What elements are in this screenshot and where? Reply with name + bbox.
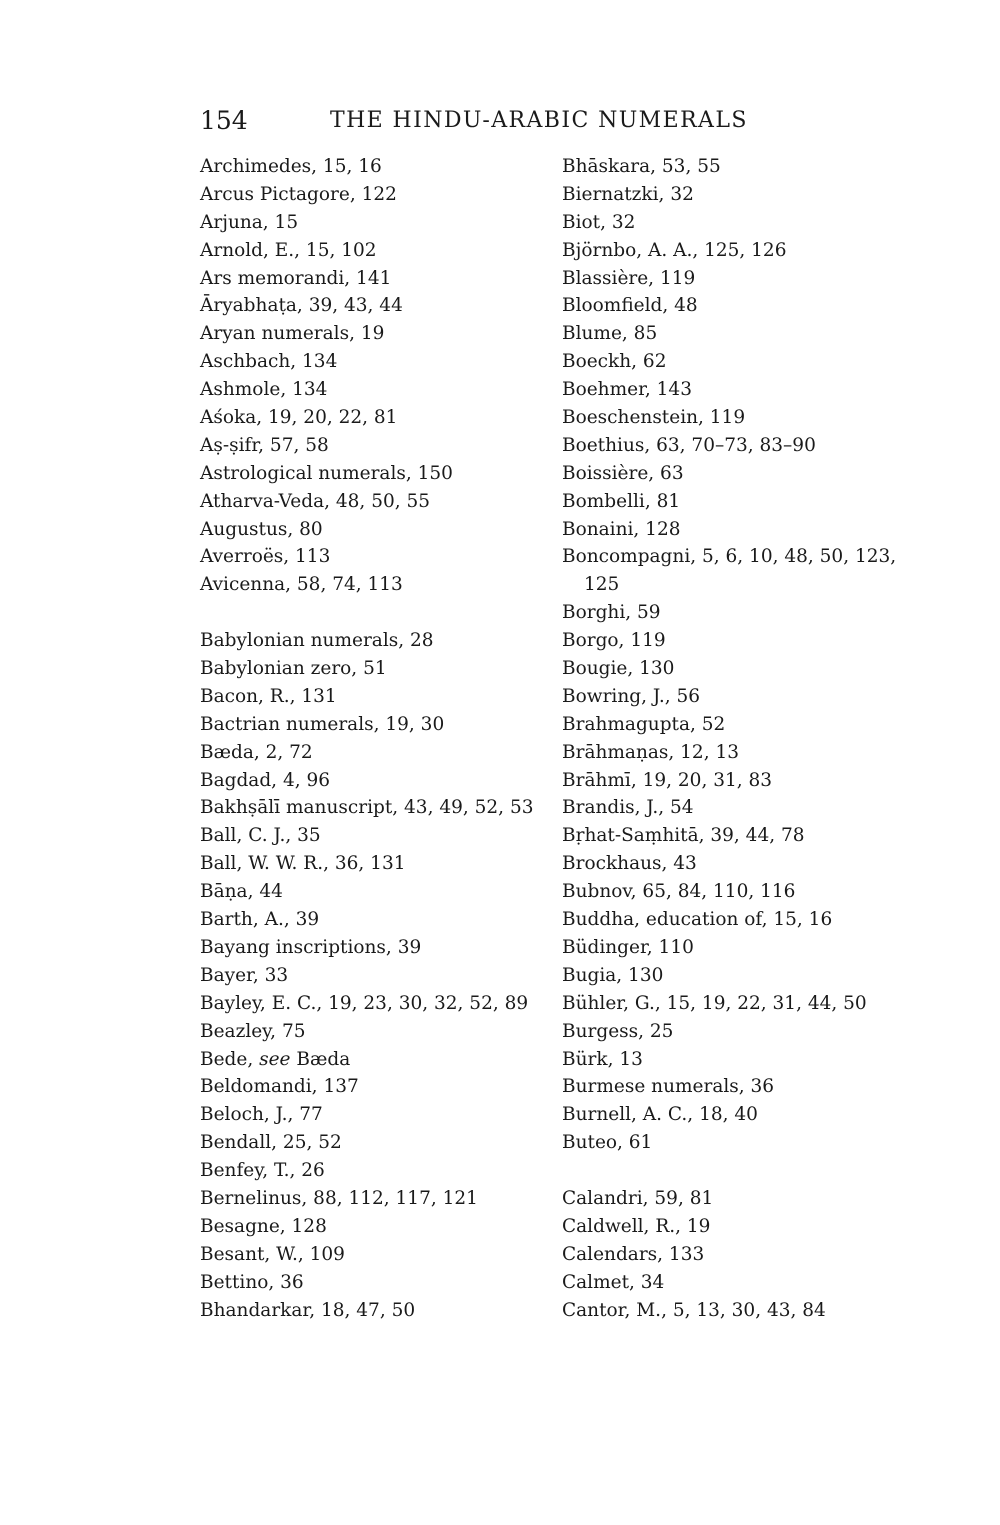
index-entry: Brahmagupta, 52 [562,713,726,735]
index-entry: Bacon, R., 131 [200,685,337,707]
page-header [200,104,880,138]
index-entry: Arjuna, 15 [200,211,299,233]
index-entry: Blassière, 119 [562,267,696,289]
index-entry: Bāṇa, 44 [200,881,283,903]
index-entry: Ball, W. W. R., 36, 131 [200,853,406,875]
index-entry: Bendall, 25, 52 [200,1132,342,1154]
index-entry: Burmese numerals, 36 [562,1076,775,1098]
index-entry: Bonaini, 128 [562,518,681,540]
index-entry: Bactrian numerals, 19, 30 [200,713,445,735]
index-entry: Björnbo, A. A., 125, 126 [562,239,787,261]
index-entry: Bhāskara, 53, 55 [562,156,721,177]
running-title: THE HINDU-ARABIC NUMERALS [330,108,748,133]
index-entry-continuation: 125 [584,574,620,596]
page-number: 154 [200,106,248,135]
index-entry: Bürk, 13 [562,1048,643,1070]
index-entry: Besagne, 128 [200,1215,327,1237]
index-entry: Bettino, 36 [200,1271,304,1293]
index-entry: Brāhmī, 19, 20, 31, 83 [562,769,773,791]
index-entry: Borghi, 59 [562,602,661,624]
index-entry: Caldwell, R., 19 [562,1215,711,1237]
index-entry: Ars memorandi, 141 [200,267,392,289]
index-entry: Brockhaus, 43 [562,853,697,875]
index-entry: Buddha, education of, 15, 16 [562,909,833,931]
index-entry: Boethius, 63, 70–73, 83–90 [562,434,816,456]
index-entry: Arnold, E., 15, 102 [200,239,377,261]
index-entry: Bloomfield, 48 [562,295,698,317]
index-entry: Bayley, E. C., 19, 23, 30, 32, 52, 89 [200,992,529,1014]
see-reference: see [259,1048,291,1070]
index-entry: Boeschenstein, 119 [562,407,746,429]
index-right-column [562,153,902,1324]
index-entry: Bugia, 130 [562,964,664,986]
index-entry: Biernatzki, 32 [562,183,694,205]
index-entry: Blume, 85 [562,323,658,345]
index-entry: Bühler, G., 15, 19, 22, 31, 44, 50 [562,992,867,1014]
index-entry: Bayang inscriptions, 39 [200,936,422,958]
index-entry: Burnell, A. C., 18, 40 [562,1104,758,1126]
section-gap [200,599,550,627]
index-entry: Boeckh, 62 [562,351,667,373]
index-entry: Bede, see Bæda [200,1048,351,1070]
index-entry: Burgess, 25 [562,1020,674,1042]
index-entry: Bṛhat-Saṃhitā, 39, 44, 78 [562,825,805,847]
index-entry: Aschbach, 134 [200,351,338,373]
index-entry: Buteo, 61 [562,1132,653,1154]
index-left-column [200,153,550,1324]
index-entry: Bagdad, 4, 96 [200,769,331,791]
index-entry: Brāhmaṇas, 12, 13 [562,741,739,763]
index-entry: Boehmer, 143 [562,379,692,401]
index-entry: Beldomandi, 137 [200,1076,359,1098]
index-entry: Brandis, J., 54 [562,797,694,819]
index-entry: Bougie, 130 [562,658,675,680]
index-entry: Calmet, 34 [562,1271,665,1293]
index-entry: Bernelinus, 88, 112, 117, 121 [200,1187,478,1209]
index-entry: Calendars, 133 [562,1243,705,1265]
index-entry: Cantor, M., 5, 13, 30, 43, 84 [562,1299,826,1321]
index-entry: Beloch, J., 77 [200,1104,323,1126]
index-entry: Babylonian zero, 51 [200,658,387,680]
index-entry: Arcus Pictagore, 122 [200,183,397,205]
index-entry: Boissière, 63 [562,462,684,484]
index-entry: Bhandarkar, 18, 47, 50 [200,1299,416,1321]
index-entry: Borgo, 119 [562,630,666,652]
index-entry: Beazley, 75 [200,1020,306,1042]
index-entry: Ball, C. J., 35 [200,825,321,847]
index-entry: Büdinger, 110 [562,936,694,958]
index-entry: Bayer, 33 [200,964,289,986]
index-entry: Augustus, 80 [200,518,323,540]
index-entry: Ashmole, 134 [200,379,328,401]
index-entry: Bubnov, 65, 84, 110, 116 [562,881,796,903]
index-entry: Bowring, J., 56 [562,685,701,707]
index-entry: Āryabhaṭa, 39, 43, 44 [200,295,403,317]
index-entry: Archimedes, 15, 16 [200,156,382,177]
index-entry: Bombelli, 81 [562,490,681,512]
index-entry: Boncompagni, 5, 6, 10, 48, 50, 123, [562,546,897,568]
index-entry: Aṣ-ṣifr, 57, 58 [200,434,329,456]
index-entry: Bæda, 2, 72 [200,741,313,763]
index-entry: Benfey, T., 26 [200,1160,325,1182]
index-entry: Calandri, 59, 81 [562,1187,714,1209]
index-entry: Biot, 32 [562,211,636,233]
index-entry: Atharva-Veda, 48, 50, 55 [200,490,431,512]
index-entry: Astrological numerals, 150 [200,462,453,484]
index-entry: Aśoka, 19, 20, 22, 81 [200,407,398,429]
index-entry: Bakhṣālī manuscript, 43, 49, 52, 53 [200,797,534,819]
index-entry: Besant, W., 109 [200,1243,345,1265]
section-gap [562,1157,902,1185]
index-entry: Barth, A., 39 [200,909,320,931]
index-entry: Aryan numerals, 19 [200,323,385,345]
index-entry: Babylonian numerals, 28 [200,630,434,652]
index-entry: Avicenna, 58, 74, 113 [200,574,403,596]
index-entry: Averroës, 113 [200,546,331,568]
